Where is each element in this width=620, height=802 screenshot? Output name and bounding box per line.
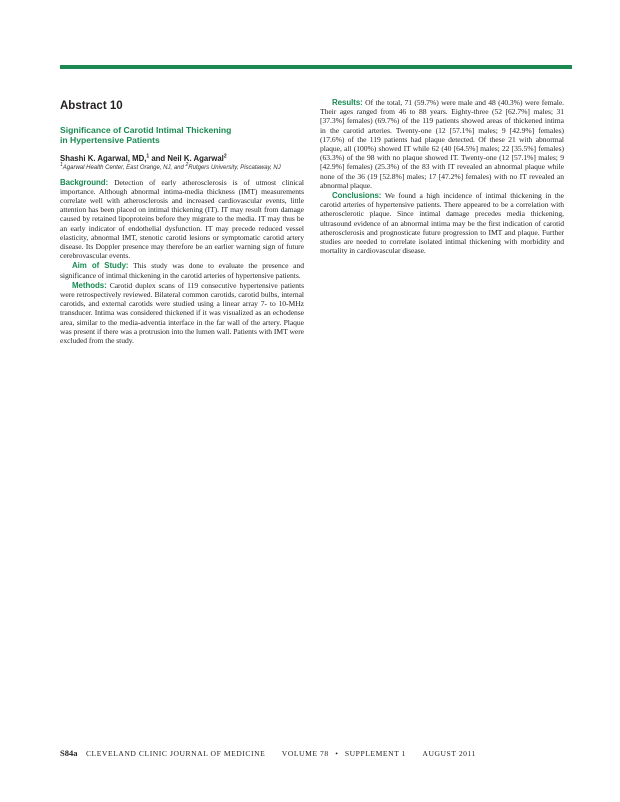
background-heading: Background:: [60, 177, 109, 187]
title-line-1: Significance of Carotid Intimal Thickening: [60, 125, 232, 135]
supplement: SUPPLEMENT 1: [344, 749, 406, 758]
background-paragraph: [60, 178, 304, 261]
aim-paragraph: [60, 261, 304, 279]
title-line-2: in Hypertensive Patients: [60, 135, 160, 145]
aim-heading: Aim of Study:: [72, 261, 129, 271]
affiliation-1-sup: 1: [60, 161, 63, 168]
conclusions-paragraph: [320, 191, 564, 255]
author-2-sup: 2: [223, 153, 227, 160]
footer-bullet: •: [335, 749, 339, 758]
conclusions-text: We found a high incidence of intimal thickening in the carotid arteries of hypertensive patients. There appeared to be a correlation with atherosclerotic plaque. Since intimal damage precedes media thickening, ultrasound evidence of an abnormal intima may be the first indication of carotid atherosclerosis and prognosticate future progression to IMT and plaque. Further studies are needed to correlate isolated intimal thickening with morbidity and mortality in cardiovascular disease.: [320, 191, 564, 256]
right-column: [320, 98, 564, 256]
affiliation-2-sup: 2: [185, 161, 189, 168]
affiliation-2: Rutgers University, Piscataway, NJ: [188, 164, 281, 171]
results-text: Of the total, 71 (59.7%) were male and 48 (40.3%) were female. Their ages ranged from 46 to 88 years. Eighty-three (52 [62.7%] males; 31 [37.3%] females) (69.7%) of the 119 patients showed areas of thickened intima in the carotid arteries. Twenty-one (12 [57.1%] males; 9 [42.9%] females) (17.6%) of the 119 patients had plaque detected. Of these 21 with abnormal plaque, all (100%) showed IT while 62 (40 [64.5%] males; 22 [35.5%] females) (63.3%) of the 98 with no plaque showed IT. Twenty-one (12 [57.1%] males; 9 [42.9%] females) (25.3%) of the 83 with IT revealed an abnormal plaque while none of the 36 (19 [52.8%] males; 17 [47.2%] females) with no IT revealed an abnormal plaque.: [320, 98, 564, 190]
authors: [60, 154, 304, 164]
author-1: Shashi K. Agarwal, MD,: [60, 154, 147, 163]
page-footer: [60, 748, 480, 758]
background-text: Detection of early atherosclerosis is of utmost clinical importance. Although abnormal intima-media thickness (IMT) measurements correlate well with atherosclerosis and increased cardiovascular events, little attention has been placed on intimal thickening (IT). IT may result from damage caused by retained lipoproteins before they migrate to the media. IT may thus be an early indicator of endothelial dysfunction. IT may precede reduced vessel elasticity, abnormal IMT, stenotic carotid lesions or symptomatic carotid artery disease. Its Doppler presence may therefore be an earlier warning sign of future cerebrovascular events.: [60, 177, 304, 261]
article-title: [60, 125, 304, 145]
methods-heading: Methods:: [72, 280, 107, 290]
affiliation-1: Agarwal Health Center, East Orange, NJ, and: [62, 164, 186, 171]
aim-text: This study was done to evaluate the presence and significance of intimal thickening in the carotid arteries of hypertensive patients.: [60, 261, 304, 280]
methods-text: Carotid duplex scans of 119 consecutive hypertensive patients were retrospectively reviewed. Bilateral common carotids, carotid bulbs, internal carotids, and external carotids were studied using a linear array 7- to 10-MHz transducer. Intima was considered thickened if it was visualized as an echodense area, similar to the media-adventia interface in the far wall of the artery. Plaque was present if there was a protrusion into the lumen wall. Patients with IMT were excluded from the study.: [60, 280, 304, 345]
results-paragraph: [320, 98, 564, 190]
conclusions-heading: Conclusions:: [332, 191, 382, 201]
issue-date: AUGUST 2011: [422, 749, 476, 758]
author-2: and Neil K. Agarwal: [149, 154, 224, 163]
left-column: [60, 98, 304, 346]
abstract-label: Abstract 10: [60, 100, 123, 112]
results-heading: Results:: [332, 98, 363, 107]
page-number: S84a: [60, 748, 78, 758]
affiliations: [60, 161, 304, 172]
methods-paragraph: [60, 281, 304, 345]
author-1-sup: 1: [146, 153, 150, 160]
journal-name: CLEVELAND CLINIC JOURNAL OF MEDICINE: [85, 749, 266, 758]
top-green-rule: [60, 65, 572, 69]
volume: VOLUME 78: [281, 749, 329, 758]
